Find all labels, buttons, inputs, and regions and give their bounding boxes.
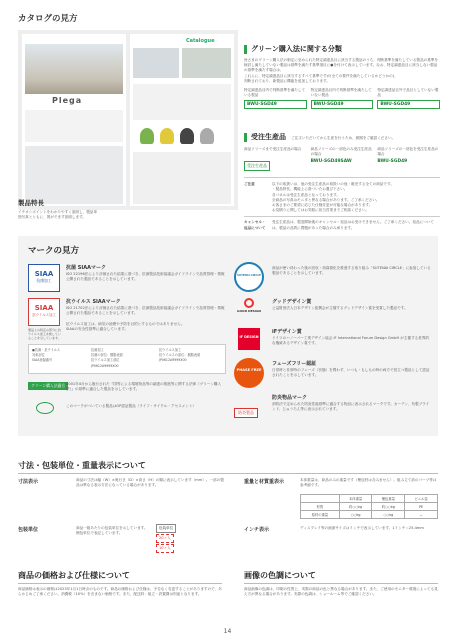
- weight-head-1: 本体重量: [339, 495, 372, 503]
- marks-section: [18, 236, 438, 436]
- size-text: 商品の寸法は幅（W）×奥行き（D）×高さ（H）の順に表示しています（mm）。一部の製品は異なる表示方法になっている場合があります。: [76, 478, 224, 488]
- siaa-logo-text: SIAA: [34, 270, 54, 278]
- gooddesign-logo-text: GOOD DESIGN: [237, 309, 261, 313]
- catalog-page-left: [22, 34, 126, 206]
- marks-title: マークの見方: [28, 246, 80, 256]
- virus-detail-a: ●抗菌・抗ウイルス 対象部位 SIAA登録番号: [32, 348, 61, 363]
- eco-icon: [36, 402, 54, 414]
- size-label: 寸法表示: [18, 479, 39, 485]
- brand-logo: Plega: [52, 96, 83, 105]
- weight-r1-2: ○○kg: [372, 511, 405, 519]
- order-cat-2-label: BWU-SGD49SAW: [310, 159, 352, 165]
- gooddesign-logo: [236, 298, 262, 322]
- catalog-logo: Catalogue: [186, 38, 215, 44]
- pack-box: 包装単位: [156, 524, 176, 533]
- weight-r0-1: 約○○kg: [339, 503, 372, 511]
- green-section: [244, 44, 440, 109]
- fire-name: 防炎物品マーク: [272, 395, 308, 401]
- gooddesign-text: 公益財団法人日本デザイン振興会が主催するグッドデザイン賞を受賞した製品です。: [272, 306, 408, 310]
- virus-logo: [28, 298, 60, 326]
- weight-table: [300, 494, 438, 519]
- green-cat-1-text: 特定調達品目内で判断基準を満たしている製品: [244, 88, 306, 98]
- pack-ex-1: 20ヶ入: [156, 534, 174, 543]
- green-cat-2-text: 特定調達品目内で判断基準を満たしていない製品: [310, 88, 372, 98]
- page-title: カタログの見方: [18, 14, 78, 24]
- order-cat-3-label: BWU-SGD49: [377, 159, 408, 165]
- sutenai-logo-text: SUTENAI CIRCLE: [237, 274, 261, 277]
- page-number: 14: [223, 628, 232, 635]
- virus-note: 抗ウイルス加工は、病気の治療や予防を目的とするものではありません。 SIAAの安全性基準に適合しています。: [66, 322, 185, 332]
- virus-side: 製品上の特定の部分に抗ウイルス加工を施していることを示しています。: [28, 328, 62, 340]
- weight-text: 本体重量は、商品のみの重量です（梱包材は含みません）。組み立て前のパーツ等は参考値です。: [300, 478, 437, 488]
- dims-divider: [18, 473, 438, 474]
- price-text: 商品価格は表示の価格は2023年1月1日時点のものです。商品の価格および仕様は、予告なく変更することがありますので、あらかじめご了承ください。消費税（10%）を含まない価格です。また、配送料・組立・設置費は別途となります。: [18, 587, 222, 597]
- pack-ex-2: 10ヶ入: [156, 544, 174, 553]
- green-cat-3-label: BWU-SGD49: [377, 100, 440, 109]
- gooddesign-name: グッドデザイン賞: [272, 299, 312, 305]
- phasefree-name: フェーズフリー認証: [272, 361, 317, 367]
- green-cat-3-text: 特定調達品目外で品目としていない製品: [377, 88, 439, 98]
- if-logo-text: iF DESIGN: [239, 335, 259, 339]
- order-cat-2-text: 商品ソリーズの一部色のみ受注生産品の場合: [310, 147, 372, 157]
- pack-text: 商品一箱あたりの包装単位を示しています。 梱包単位で表記しています。: [76, 526, 148, 536]
- price-title: 商品の価格および仕様について: [18, 571, 130, 580]
- virus-text: ISO 21702法により評価された結果に基づき、抗菌製品技術協議会ガイドラインで品質管理・情報公開された製品であることを示しています。: [66, 306, 225, 316]
- phasefree-text: 日常時と非常時のフェーズ（状態）を問わず、いつも・もしもの時の両方で役立つ製品として認証されたことを示しています。: [272, 368, 430, 378]
- siaa-name: 抗菌 SIAAマーク: [66, 265, 106, 271]
- virus-logo-text: SIAA: [34, 304, 54, 312]
- virus-name: 抗ウイルス SIAAマーク: [66, 299, 121, 305]
- feature-text: イチオシポイントをわかりやすく説明し、製品単独写真とともに、図がでます説明します。: [18, 210, 97, 220]
- order-cat-1-text: 商品ソリーズまで受注生産品の場合: [244, 147, 302, 151]
- siaa-text: ISO 22196法により評価された結果に基づき、抗菌製品技術協議会ガイドラインで品質管理・情報公開された製品であることを示しています。: [66, 272, 225, 282]
- color-title: 画像の色調について: [244, 571, 316, 580]
- virus-logo-sub: 抗ウイルス加工: [32, 313, 56, 317]
- green-bar-icon: [244, 45, 247, 54]
- room-photo: [25, 44, 123, 94]
- weight-r1-3: —: [405, 511, 438, 519]
- sutenai-text: 商品が使い終わった後の回収・再資源化を推進する取り組み「SUTENAI CIRCLE」に参加している製品であることを示しています。: [272, 266, 431, 276]
- weight-head-3: ビニル袋: [405, 495, 438, 503]
- inch-label: インチ表示: [244, 527, 270, 533]
- if-logo: [238, 328, 260, 350]
- order-title: 受注生産品: [251, 133, 286, 141]
- pack-label: 包装単位: [18, 527, 39, 533]
- order-cat-3-text: 商品ソリーズの一部色を受注生産品の場合: [377, 147, 439, 157]
- order-cancel-label: キャンセル・返品について: [244, 220, 266, 230]
- siaa-logo: [28, 264, 60, 292]
- dims-title: 寸法・包装単位・重量表示について: [18, 461, 146, 470]
- inch-text: ディスプレイ等の画面サイズはインチで表示しています。1インチ＝25.4mm: [300, 526, 424, 530]
- eco-text: このマークがついている製品はGP認証製品（ライフ・サイクル・アセスメント）: [66, 404, 197, 408]
- order-section: [244, 124, 440, 231]
- weight-r1-0: 原材の重量: [301, 511, 340, 519]
- virus-detail-c: 抗ウイルス加工 抗ウイルスの部位：樹脂表面 JP0612A9999X00: [159, 348, 201, 363]
- weight-r0-0: 材質: [301, 503, 340, 511]
- virus-detail-box: [28, 344, 226, 374]
- green-tag: グリーン購入法適合: [28, 382, 68, 390]
- virus-detail-b: 抗菌加工 抗菌の部位：樹脂表面 抗ウイルス加工部位 JP0612A9999X00: [91, 348, 123, 368]
- green-body: 皆さまのグリーン購入法の制定に至められた特定調達品目に該当する製品のうち、判断基準を満たしている製品の基準を検討し満たしていない製品は基準を満たす基準項目に●を付けて表示しています。なお、特定調達品目に該当しない製品の基準を満たす場合は、 これらに、特定調達品目に該当するすべて基準ですが(全ての要件を満たしているかどうかの)、 判断されており、新製品に機能を追加しております。: [244, 58, 438, 83]
- green-cat-1-label: BWU-SGD49: [244, 100, 307, 109]
- if-name: iFデザイン賞: [272, 329, 302, 335]
- order-cat-1-label: 受注生産品: [244, 161, 270, 171]
- color-text: 商品画像の色調は、印刷の性質上、実際の商品の色と異なる場合があります。また、ご使用のモニター環境によっても見え方が異なる場合があります。実際の色調は、ショールーム等でご確認ください。: [244, 587, 438, 597]
- green-tag-text: 2001年4月から施行された『国等による環境物品等の調達の推進等に関する法律（グリーン購入法）』の基準に適合した製品を示しています。: [66, 382, 222, 392]
- weight-label: 重量と材質重表示: [244, 479, 285, 485]
- weight-r0-3: PE: [405, 503, 438, 511]
- order-notes: 以下の取扱いは、他の受注生産品の取扱いの他・販売する全ての商品です。 ・製品特長、機能上に基づいたお選び下さい。 各パネルは受注生産品となっております。 全商品の写真はモニタと異なる場合があります。ご了承ください。 お客さまのご要望に応じた仕様変更が可能な場合があります。 お見積りに関してはお気軽に担当営業までご相談ください。: [272, 182, 394, 213]
- color-divider: [244, 583, 438, 584]
- weight-head-2: 梱包重量: [372, 495, 405, 503]
- green-title: グリーン購入法に関する分類: [251, 45, 342, 53]
- order-cancel: 受注生産品は、製造開始後のキャンセル・返品はお受けできません。ご了承ください。返品については、製品の品質に問題があった場合のみ承ります。: [272, 220, 434, 230]
- catalog-sample: [18, 30, 238, 210]
- feature-title: 製品特長: [18, 199, 44, 207]
- fire-logo: 防炎製品: [234, 408, 258, 418]
- phasefree-logo: [234, 358, 264, 388]
- weight-head-0: [301, 495, 340, 503]
- phasefree-logo-text: PHASE FREE: [236, 368, 262, 372]
- if-text: ドイツのハノーバー工業デザイン協会 iF International Forum Design GmbH が主催する世界的な権威あるデザイン賞です。: [272, 336, 430, 346]
- weight-r0-2: 約○○kg: [372, 503, 405, 511]
- weight-r1-1: ○○kg: [339, 511, 372, 519]
- price-divider: [18, 583, 222, 584]
- order-intro: ご注文いただいてから生産を行うため、納期をご確認ください。: [291, 136, 396, 140]
- green-cat-2-label: BWU-SGD49: [311, 100, 374, 109]
- sutenai-logo: [234, 262, 264, 292]
- catalog-page-right: [130, 34, 234, 206]
- order-notes-label: ご注意: [244, 182, 255, 187]
- order-bar-icon: [244, 133, 247, 142]
- siaa-logo-sub: 抗菌加工: [36, 278, 52, 283]
- fire-text: 消防法で定められた防炎性能基準に適合する物品に表示されるマークです。カーテン、布製ブラインド、じゅうたん等に表示されています。: [272, 402, 430, 412]
